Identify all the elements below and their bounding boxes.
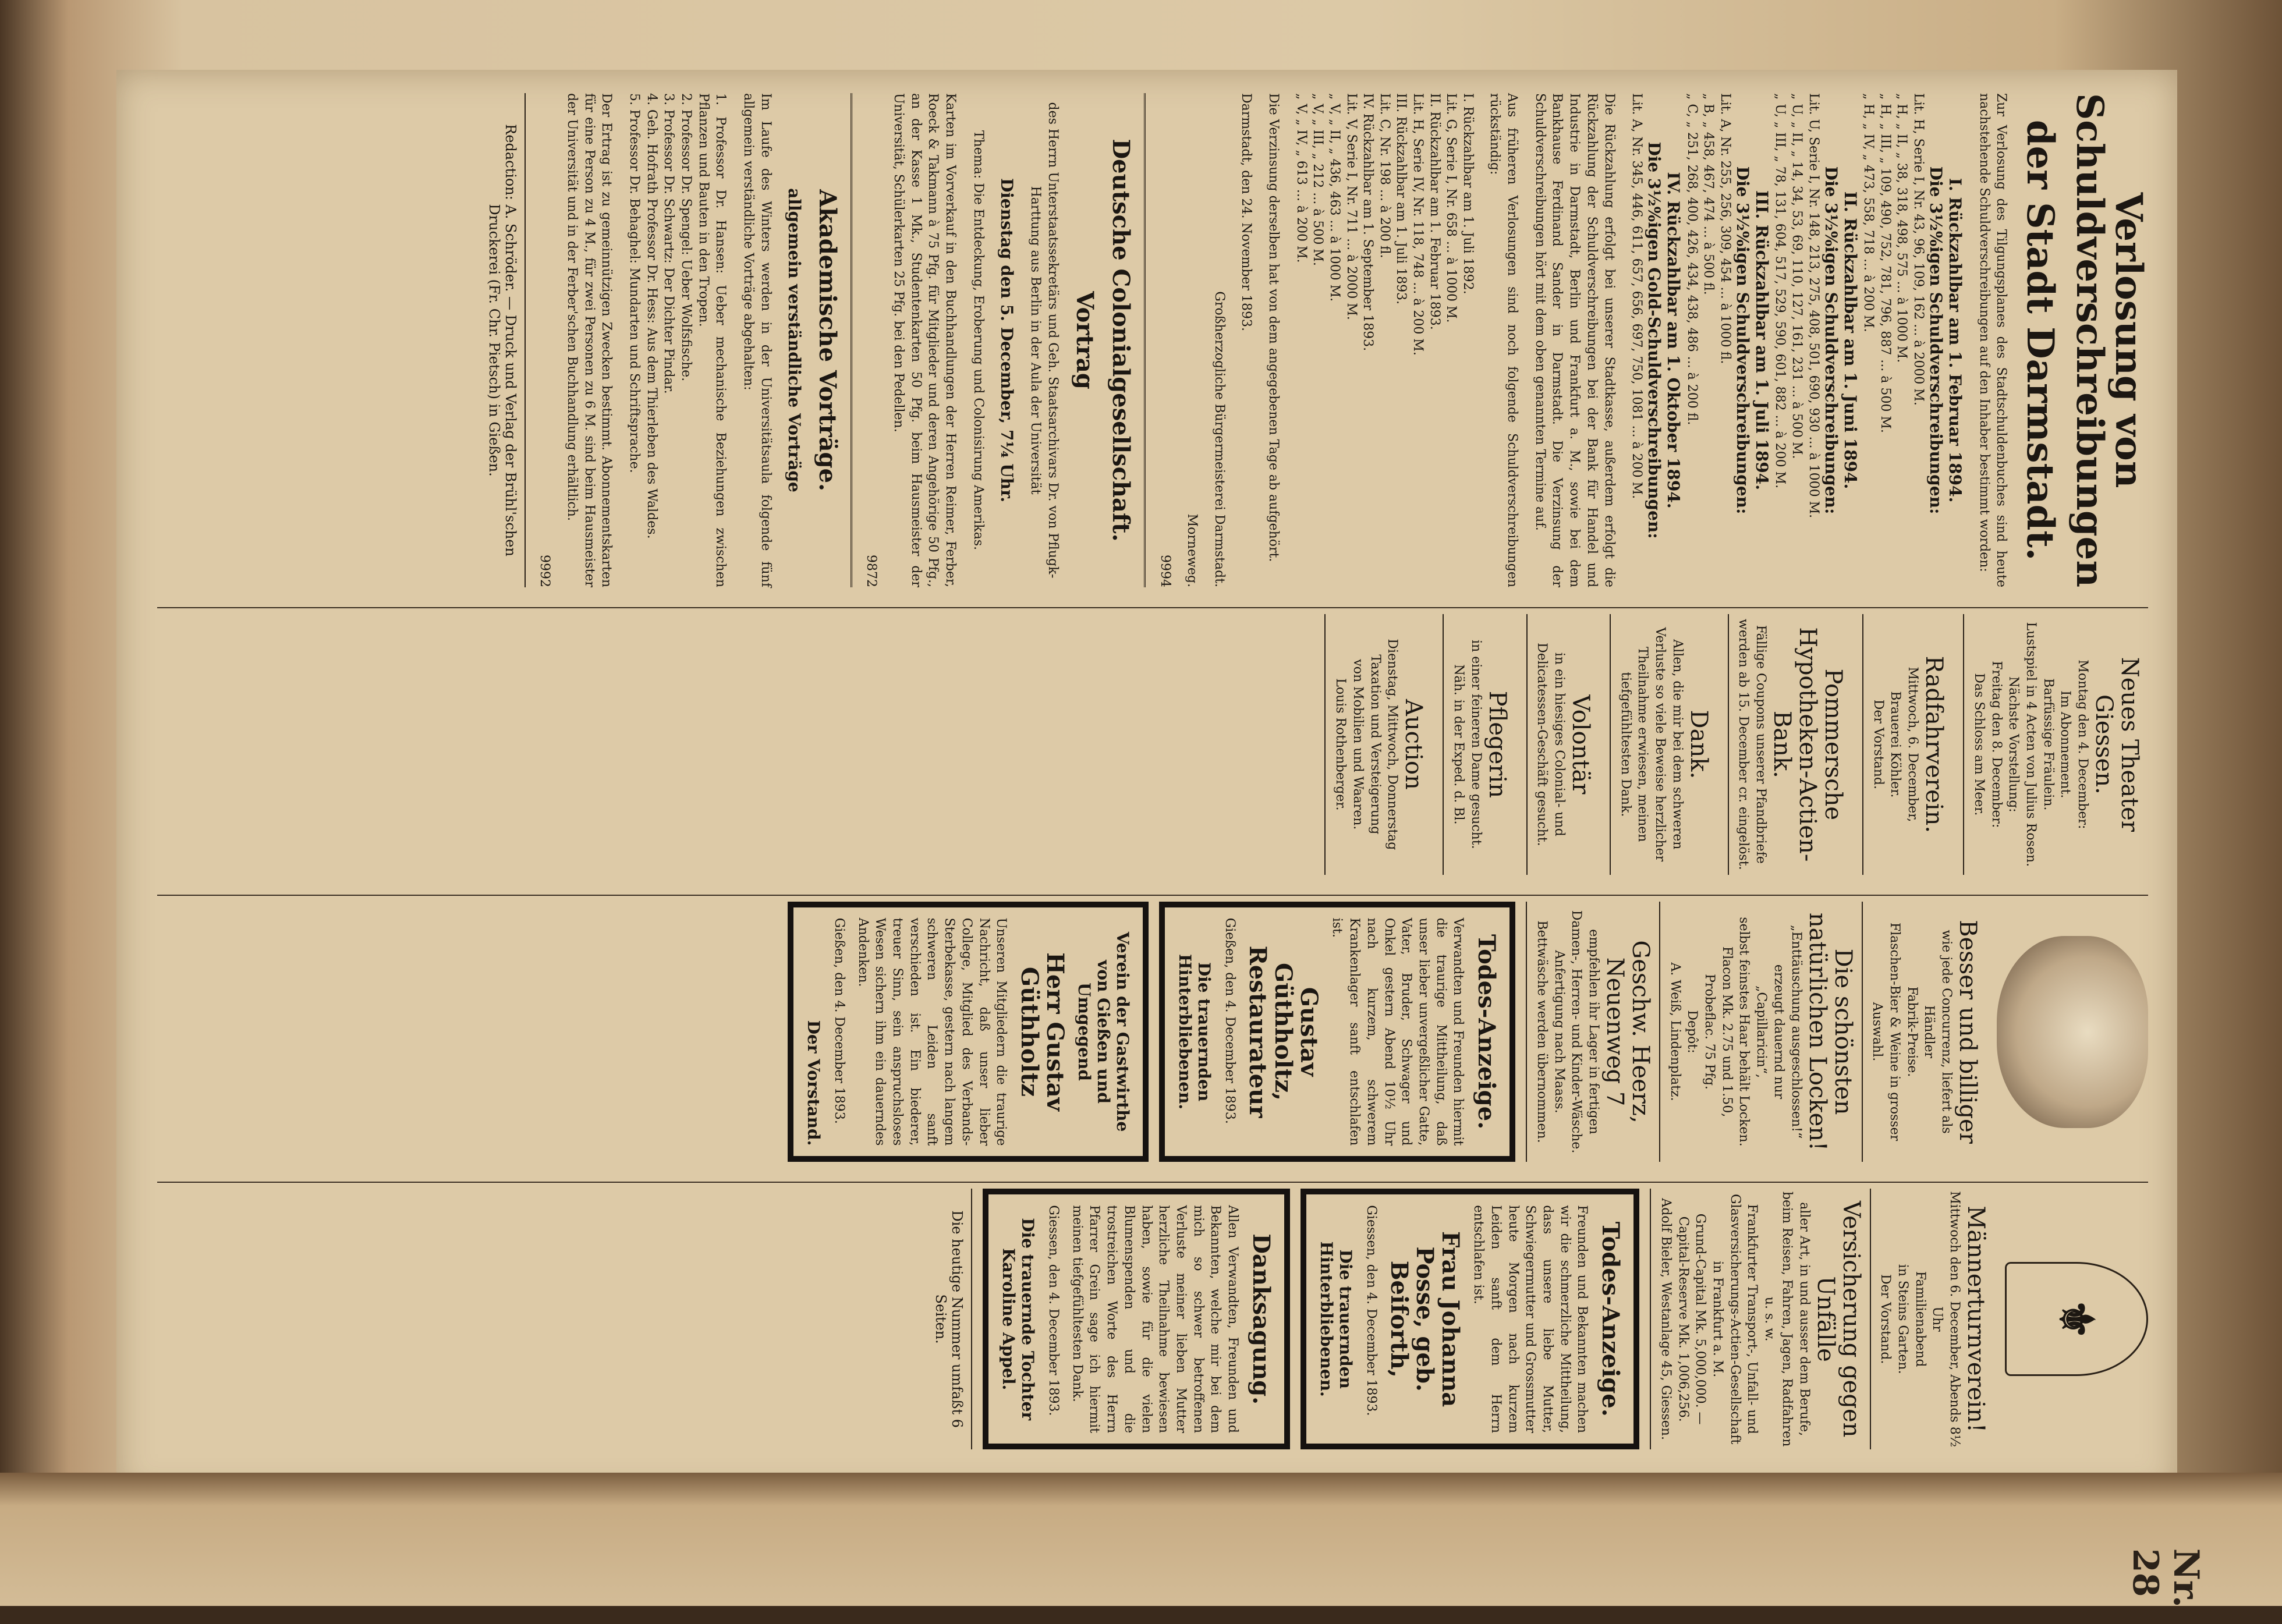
col2-ad-title: Volontär — [1567, 694, 1594, 795]
academic-subtitle: allgemein verständliche Vorträge — [784, 188, 804, 492]
col4-ad-line: Grund-Capital Mk. 5,000,000. — Capital-Reserve Mk. 1,006,256. — [1675, 1213, 1708, 1425]
academic-item: 1. Professor Dr. Hansen: Ueber mechanische Beziehungen zwischen Pflanzen und Bauten in den Tropen. — [696, 93, 728, 588]
notice-older — [1292, 93, 1476, 587]
portrait-illustration — [1997, 936, 2148, 1128]
academic-item: 2. Professor Dr. Spengel: Ueber Wolfsfische. — [678, 93, 693, 382]
notice-line: Lit. H, Serie I, Nr. 43, 96, 109, 162 ... à 2000 M. — [1911, 93, 1926, 406]
notice-older-heading: Aus früheren Verlosungen sind noch folgende Schuldverschreibungen rückständig: — [1487, 93, 1520, 588]
notice-line: „ H, „ IV, „ 473, 558, 718 ... à 200 M. — [1861, 93, 1876, 332]
col4-ad-title: Versicherung gegen Unfälle — [1812, 1200, 1865, 1438]
notice-sections — [1628, 93, 1965, 587]
notice-older-line: III. Rückzahlbar am 1. Juli 1893. — [1394, 93, 1409, 305]
col2-ad-line: Fällige Coupons unserer Pfandbriefe werden ab 15. December cr. eingelöst. — [1736, 619, 1769, 870]
col4-ad-line: in Steins Garten. — [1895, 1264, 1910, 1374]
notice-older-line: Lit. G, Serie I, Nr. 658 ... à 1000 M. — [1444, 93, 1459, 323]
divider — [851, 93, 852, 587]
col3-ad-line: Fabrik-Preise. — [1904, 986, 1919, 1077]
obit-heading: Todes-Anzeige. — [1597, 1221, 1625, 1417]
col2-ad — [1728, 614, 1852, 875]
col2-ad-title: Auction — [1400, 698, 1427, 790]
rotated-page-content — [157, 87, 2148, 1455]
col2-ad-line: Mittwoch, 6. December, — [1905, 666, 1920, 822]
lecture-ref: 9872 — [864, 555, 879, 588]
notice-title-1: Verlosung von Schuldverschreibungen — [2067, 93, 2150, 588]
obituary-box-1 — [1159, 902, 1515, 1162]
divider — [1144, 93, 1146, 587]
obit-heading: Verein der Gastwirthe von Gießen und Umgegend — [1075, 931, 1133, 1132]
notice-older-line: II. Rückzahlbar am 1. Februar 1893. — [1427, 93, 1442, 330]
col4-ad — [1650, 1189, 1869, 1449]
col2-ad — [1862, 614, 1953, 875]
notice-older-line: I. Rückzahlbar am 1. Juli 1892. — [1460, 93, 1475, 295]
obit-text: Freunden und Bekannten machen wir die schmerzliche Mittheilung, dass unsere liebe Mutter, Schwiegermutter und Grossmutter heute Morgen nach kurzem Leiden sanft dem Herrn entschlafen ist. — [1471, 1205, 1590, 1433]
notice-body: Die Rückzahlung erfolgt bei unserer Stadtkasse, außerdem erfolgt die Rückzahlung der Schuldverschreibungen bei der Bank für Handel und Industrie in Darmstadt, Berlin und Frankfurt a. M., sowie bei dem Bankhause Ferdinand Sander in Darmstadt. Die Verzinsung der Schuldverschreibungen hört mit dem oben genannten Termine auf. — [1532, 93, 1617, 588]
book-spine — [0, 1473, 2282, 1606]
col3-ad-title: Besser und billiger — [1954, 920, 1981, 1144]
obit-place: Giessen, den 4. December 1893. — [1363, 1205, 1379, 1416]
obit-place: Gießen, den 4. December 1893. — [832, 917, 847, 1124]
col2-ad-line: Louis Rothenberger. — [1333, 678, 1348, 811]
insurance-logo-icon: ⚜ — [2005, 1262, 2148, 1376]
col2-ad-line: Näh. in der Exped. d. Bl. — [1451, 664, 1466, 825]
notice-older-line: „ V, „ IV, „ 613 ... à 200 M. — [1294, 93, 1309, 263]
lecture-title: Deutsche Colonialgesellschaft. — [1107, 139, 1135, 542]
notice-line: Lit. A, Nr. 255, 256, 309, 454 ... à 1000 fl. — [1717, 93, 1732, 364]
col3-ad-title: Die schönsten natürlichen Locken! — [1803, 912, 1856, 1151]
notice-section-sub: Die 3½%igen Gold-Schuldverschreibungen: — [1645, 141, 1664, 539]
col2-ad — [1610, 614, 1717, 875]
col2-ad-line: Freitag den 8. December: — [1989, 661, 2004, 828]
notice-older-line: „ V, „ II, „ 436, 463 ... à 1000 M. — [1327, 93, 1342, 302]
col2-ad-line: Barfüssige Fräulein. — [2040, 678, 2056, 811]
obit-sign: Die trauernde Tochter Karoline Appel. — [999, 1218, 1038, 1421]
col4-ad-line: aller Art, in und ausser dem Berufe, — [1796, 1202, 1812, 1437]
col2-ad-line: Lustspiel in 4 Acten von Julius Rosen. — [2023, 622, 2038, 867]
notice-line: „ H, „ III, „ 109, 490, 752, 781, 796, 887 ... à 500 M. — [1877, 93, 1893, 433]
col2-ad-line: Allen, die mir bei dem schweren Verluste so viele Beweise herzlicher Theilnahme erwiesen, meinen tiefgefühltesten Dank. — [1618, 627, 1685, 862]
academic-item: 3. Professor Dr. Schwartz: Der Dichter Pindar. — [661, 93, 676, 394]
notice-line: „ H, „ II, „ 38, 318, 498, 575 ... à 1000 M. — [1894, 93, 1909, 363]
col4-ad-line: Adolf Bieler, Westanlage 45, Giessen. — [1659, 1198, 1674, 1440]
lecture-tickets: Karten im Vorverkauf in den Buchhandlungen der Herren Reimer, Ferber, Roeck & Takmann à 75 Pfg. für Mitglieder und deren Angehörige 50 Pfg., an der Kasse 1 Mk., Studentenkarten 50 Pfg. beim Hausmeister der Universität, Schülerkarten 25 Pfg. bei den Pedellen. — [891, 93, 958, 588]
col3-ad-line: „Enttäuschung ausgeschlossen!“ — [1788, 924, 1803, 1139]
column-3-ads — [1526, 902, 1986, 1162]
col2-ad — [1443, 614, 1515, 875]
col2-ad-line: Nächste Vorstellung: — [2006, 676, 2021, 813]
notice-older-line: „ V, „ III, „ 212 ... à 500 M. — [1310, 93, 1326, 266]
issue-note: Die heutige Nummer umfaßt 6 Seiten. — [933, 1189, 973, 1449]
obit-text: Unseren Mitgliedern die traurige Nachricht, daß unser lieber College, Mitglied des Verbands-Sterbekasse, gestern nach langem schweren Leiden sanft verschieden ist. Ein biederer, treuer Sinn, sein anspruchsloses Wesen sichern ihm ein dauerndes Andenken. — [855, 917, 1009, 1146]
page-number: Nr. 28 — [2125, 1548, 2206, 1608]
obit-place: Giessen, den 4. December 1893. — [1046, 1205, 1061, 1416]
col3-ad — [1526, 902, 1659, 1162]
notice-line: „ U, „ II, „ 14, 34, 53, 69, 110, 127, 161, 231 ... à 500 M. — [1790, 93, 1805, 459]
col3-ad-line: Bettwäsche werden übernommen. — [1535, 920, 1549, 1143]
col3-ad-line: Flaschen-Bier & Weine in grosser Auswahl. — [1870, 922, 1902, 1141]
col2-ad-title: Pflegerin — [1483, 690, 1511, 798]
col2-ad-title: Dank. — [1685, 710, 1712, 779]
col2-ad-line: Brauerei Köhler. — [1888, 691, 1903, 798]
notice-section-sub: Die 3½%igen Schuldverschreibungen: — [1821, 166, 1841, 515]
col2-ad-line: in einer feineren Dame gesucht. — [1468, 640, 1483, 849]
col4-ad-line: Familienabend — [1912, 1271, 1927, 1367]
notice-older-line: Lit. H, Serie IV, Nr. 118, 748 ... à 200 M. — [1410, 93, 1425, 356]
col3-ad-line: Anfertigung nach Maass. — [1551, 950, 1567, 1114]
obit-heading: Danksagung. — [1247, 1233, 1275, 1405]
obit-text: Verwandten und Freunden hiermit die traurige Mittheilung, daß unser lieber unvergeßlicher Gatte, Vater, Bruder, Schwager und Onkel gestern Abend 10½ Uhr nach kurzem, schwerem Krankenlager sanft entschlafen ist. — [1330, 917, 1466, 1146]
col3-ad-line: Probeflac. 75 Pfg. — [1702, 974, 1717, 1090]
notice-line: „ C, „ 251, 268, 400, 426, 434, 438, 486 ... à 200 fl. — [1684, 93, 1699, 425]
notice-line: Lit. A, Nr. 345, 446, 611, 657, 656, 697, 750, 1081 ... à 200 M. — [1629, 93, 1645, 499]
academic-intro: Im Laufe des Winters werden in der Universitätsaula folgende fünf allgemein verständliche Vorträge abgehalten: — [741, 93, 773, 588]
obit-place: Gießen, den 4. December 1893. — [1222, 917, 1237, 1124]
notice-ref: 9994 — [1157, 555, 1172, 588]
col3-ad-line: Depôt: — [1685, 1010, 1700, 1054]
col4-ad-line: Der Vorstand. — [1878, 1274, 1893, 1364]
notice-section-sub: Die 3½%igen Schuldverschreibungen: — [1926, 166, 1946, 515]
col3-ad-line: selbst feinstes Haar behält Locken. — [1737, 917, 1752, 1147]
col2-ad-line: Das Schloss am Meer. — [1971, 673, 1986, 816]
col3-ad — [1862, 902, 1986, 1162]
col3-ad-line: empfehlen ihr Lager in fertigen Damen-, Herren- und Kinder-Wäsche. — [1569, 910, 1601, 1154]
col2-ad-line: Dienstag, Mittwoch, Donnerstag — [1385, 639, 1400, 850]
col2-ad — [1526, 614, 1599, 875]
col4-ad-line: beim Reisen, Fahren, Jagen, Radfahren u. s. w. — [1762, 1191, 1794, 1447]
notice-older-line: IV. Rückzahlbar am 1. September 1893. — [1360, 93, 1376, 352]
academic-item: 4. Geh. Hofrath Professor Dr. Hess: Aus dem Thierleben des Waldes. — [644, 93, 659, 539]
col4-ad-title: Männerturnverein! — [1962, 1205, 1989, 1432]
obit-name: Gustav Güthholtz, Restaurateur — [1243, 945, 1323, 1118]
lecture-theme: Thema: Die Entdeckung, Eroberung und Colonisirung Amerikas. — [970, 130, 986, 551]
lecture-subtitle: Vortrag — [1071, 291, 1099, 389]
notice-older-line: Lit. C, Nr. 198 ... à 200 fl. — [1377, 93, 1392, 258]
notice-line: „ U, „ III, „ 78, 131, 604, 517, 529, 590, 601, 882 ... à 200 M. — [1773, 93, 1788, 489]
col3-ad-line: wie jede Concurrenz, liefert als Händler — [1922, 930, 1954, 1134]
notice-place-date: Darmstadt, den 24. November 1893. — [1239, 93, 1254, 331]
col2-ad-title: Neues Theater Giessen. — [2090, 657, 2143, 832]
imprint: Redaction: A. Schröder. — Druck und Verlag der Brühl'schen Druckerei (Fr. Chr. Pietsch) in Gießen. — [486, 93, 526, 587]
notice-title-2: der Stadt Darmstadt. — [2018, 119, 2062, 561]
obit-heading: Todes-Anzeige. — [1473, 934, 1501, 1130]
col4-ad — [1870, 1189, 1994, 1449]
obit-sign: Die trauernden Hinterbliebenen. — [1175, 953, 1214, 1110]
col3-ad-line: „Capillaricin“, — [1754, 985, 1769, 1078]
column-1 — [157, 87, 2148, 593]
column-4 — [157, 1182, 2148, 1455]
academic-ref: 9992 — [537, 555, 552, 588]
col2-ad-title: Pommersche Hypotheken-Actien-Bank. — [1769, 627, 1847, 862]
academic-item: 5. Professor Dr. Behaghel: Mundarten und Schriftsprache. — [626, 93, 642, 473]
lecture-text: des Herrn Unterstaatssekretärs und Geh. Staatsarchivars Dr. von Pflugk-Harttung aus Berlin in der Aula der Universität — [1028, 102, 1061, 579]
column-3 — [157, 895, 2148, 1168]
obituary-box-2 — [788, 902, 1149, 1162]
notice-signer-2: Morneweg. — [1185, 513, 1200, 588]
lecture-date: Dienstag den 5. December, 7¼ Uhr. — [997, 178, 1016, 503]
col2-ad-line: Montag den 4. December: — [2075, 659, 2090, 829]
col2-ad-line: in ein hiesiges Colonial- und Delicatessen-Geschäft gesucht. — [1535, 643, 1567, 846]
col3-ad-title: Geschw. Heerz, Neuenweg 7 — [1601, 940, 1654, 1123]
notice-section-heading: I. Rückzahlbar am 1. Februar 1894. — [1946, 178, 1965, 503]
col3-ad — [1659, 902, 1862, 1162]
col2-ad — [1325, 614, 1433, 875]
academic-items — [625, 93, 729, 587]
notice-older-line: Lit. V, Serie I, Nr. 711 ... à 2000 M. — [1344, 93, 1359, 320]
obit-name: Herr Gustav Güthholtz — [1016, 952, 1069, 1111]
obit-text: Allen Verwandten, Freunden und Bekannten, welche mir bei dem mich so schwer betroffenen Verluste meiner lieben Mutter herzliche Theilnahme bewiesen haben, sowie für die vielen Blumenspenden und die trostreichen Worte des Herrn Pfarrer Grein sage ich hiermit meinen tiefgefühltesten Dank. — [1069, 1205, 1240, 1433]
col2-ad-title: Radfahrverein. — [1920, 655, 1948, 834]
notice-line: „ B, „ 458, 467, 474 ... à 500 fl. — [1701, 93, 1716, 295]
notice-intro: Zur Verlosung des Tilgungsplanes des Stadtschuldenbuches sind heute nachstehende Schuldverschreibungen auf den Inhaber bestimmt worden: — [1976, 93, 2009, 588]
notice-signer-1: Großherzogliche Bürgermeisterei Darmstadt. — [1211, 291, 1227, 588]
col3-ad-line: Flacon Mk. 2.75 und 1.50, — [1719, 946, 1734, 1118]
obit-sign: Der Vorstand. — [804, 1020, 824, 1146]
academic-title: Akademische Vorträge. — [813, 189, 841, 491]
obit-sign: Die trauernden Hinterbliebenen. — [1316, 1241, 1355, 1397]
col2-ad-line: Taxation und Versteigerung — [1367, 654, 1383, 835]
notice-section-heading: III. Rückzahlbar am 1. Juli 1894. — [1752, 190, 1771, 490]
col2-ad — [1963, 614, 2148, 875]
notice-closing: Die Verzinsung derselben hat von dem angegebenen Tage ab aufgehört. — [1266, 93, 1281, 562]
col3-ad-line: erzeugt dauernd nur — [1771, 964, 1786, 1100]
col4-ad-line: Frankfurter Transport-, Unfall- und Glasversicherungs-Actien-Gesellschaft in Frankfurt a. M. — [1710, 1194, 1760, 1445]
notice-section-heading: IV. Rückzahlbar am 1. Oktober 1894. — [1664, 172, 1684, 509]
notice-section-sub: Die 3½%igen Schuldverschreibungen: — [1732, 166, 1752, 515]
col3-ad-line: A. Weiß, Lindenplatz. — [1667, 962, 1682, 1101]
obit-name: Frau Johanna Posse, geb. Beiforth, — [1385, 1231, 1464, 1407]
col4-ad-line: Mittwoch den 6. December, Abends 8½ Uhr — [1930, 1191, 1962, 1448]
col2-ad-line: Im Abonnement. — [2058, 690, 2073, 799]
academic-tail: Der Ertrag ist zu gemeinnützigen Zwecken bestimmt. Abonnementskarten für eine Person zu 4 M., für zwei Personen zu 6 M. sind beim Hausmeister der Universität und in der Ferber'schen Buchhandlung erhältlich. — [564, 93, 614, 588]
col2-ad-line: von Mobilien und Waaren. — [1350, 659, 1365, 830]
notice-line: Lit. U, Serie I, Nr. 148, 213, 275, 408, 501, 690, 930 ... à 1000 M. — [1806, 93, 1821, 519]
obituary-box-4 — [983, 1189, 1290, 1449]
column-4-ads — [1650, 1189, 1994, 1449]
column-2 — [157, 607, 2148, 881]
notice-section-heading: II. Rückzahlbar am 1. Juni 1894. — [1840, 191, 1860, 490]
col2-ad-line: Der Vorstand. — [1870, 699, 1886, 789]
obituary-box-3 — [1301, 1189, 1639, 1449]
